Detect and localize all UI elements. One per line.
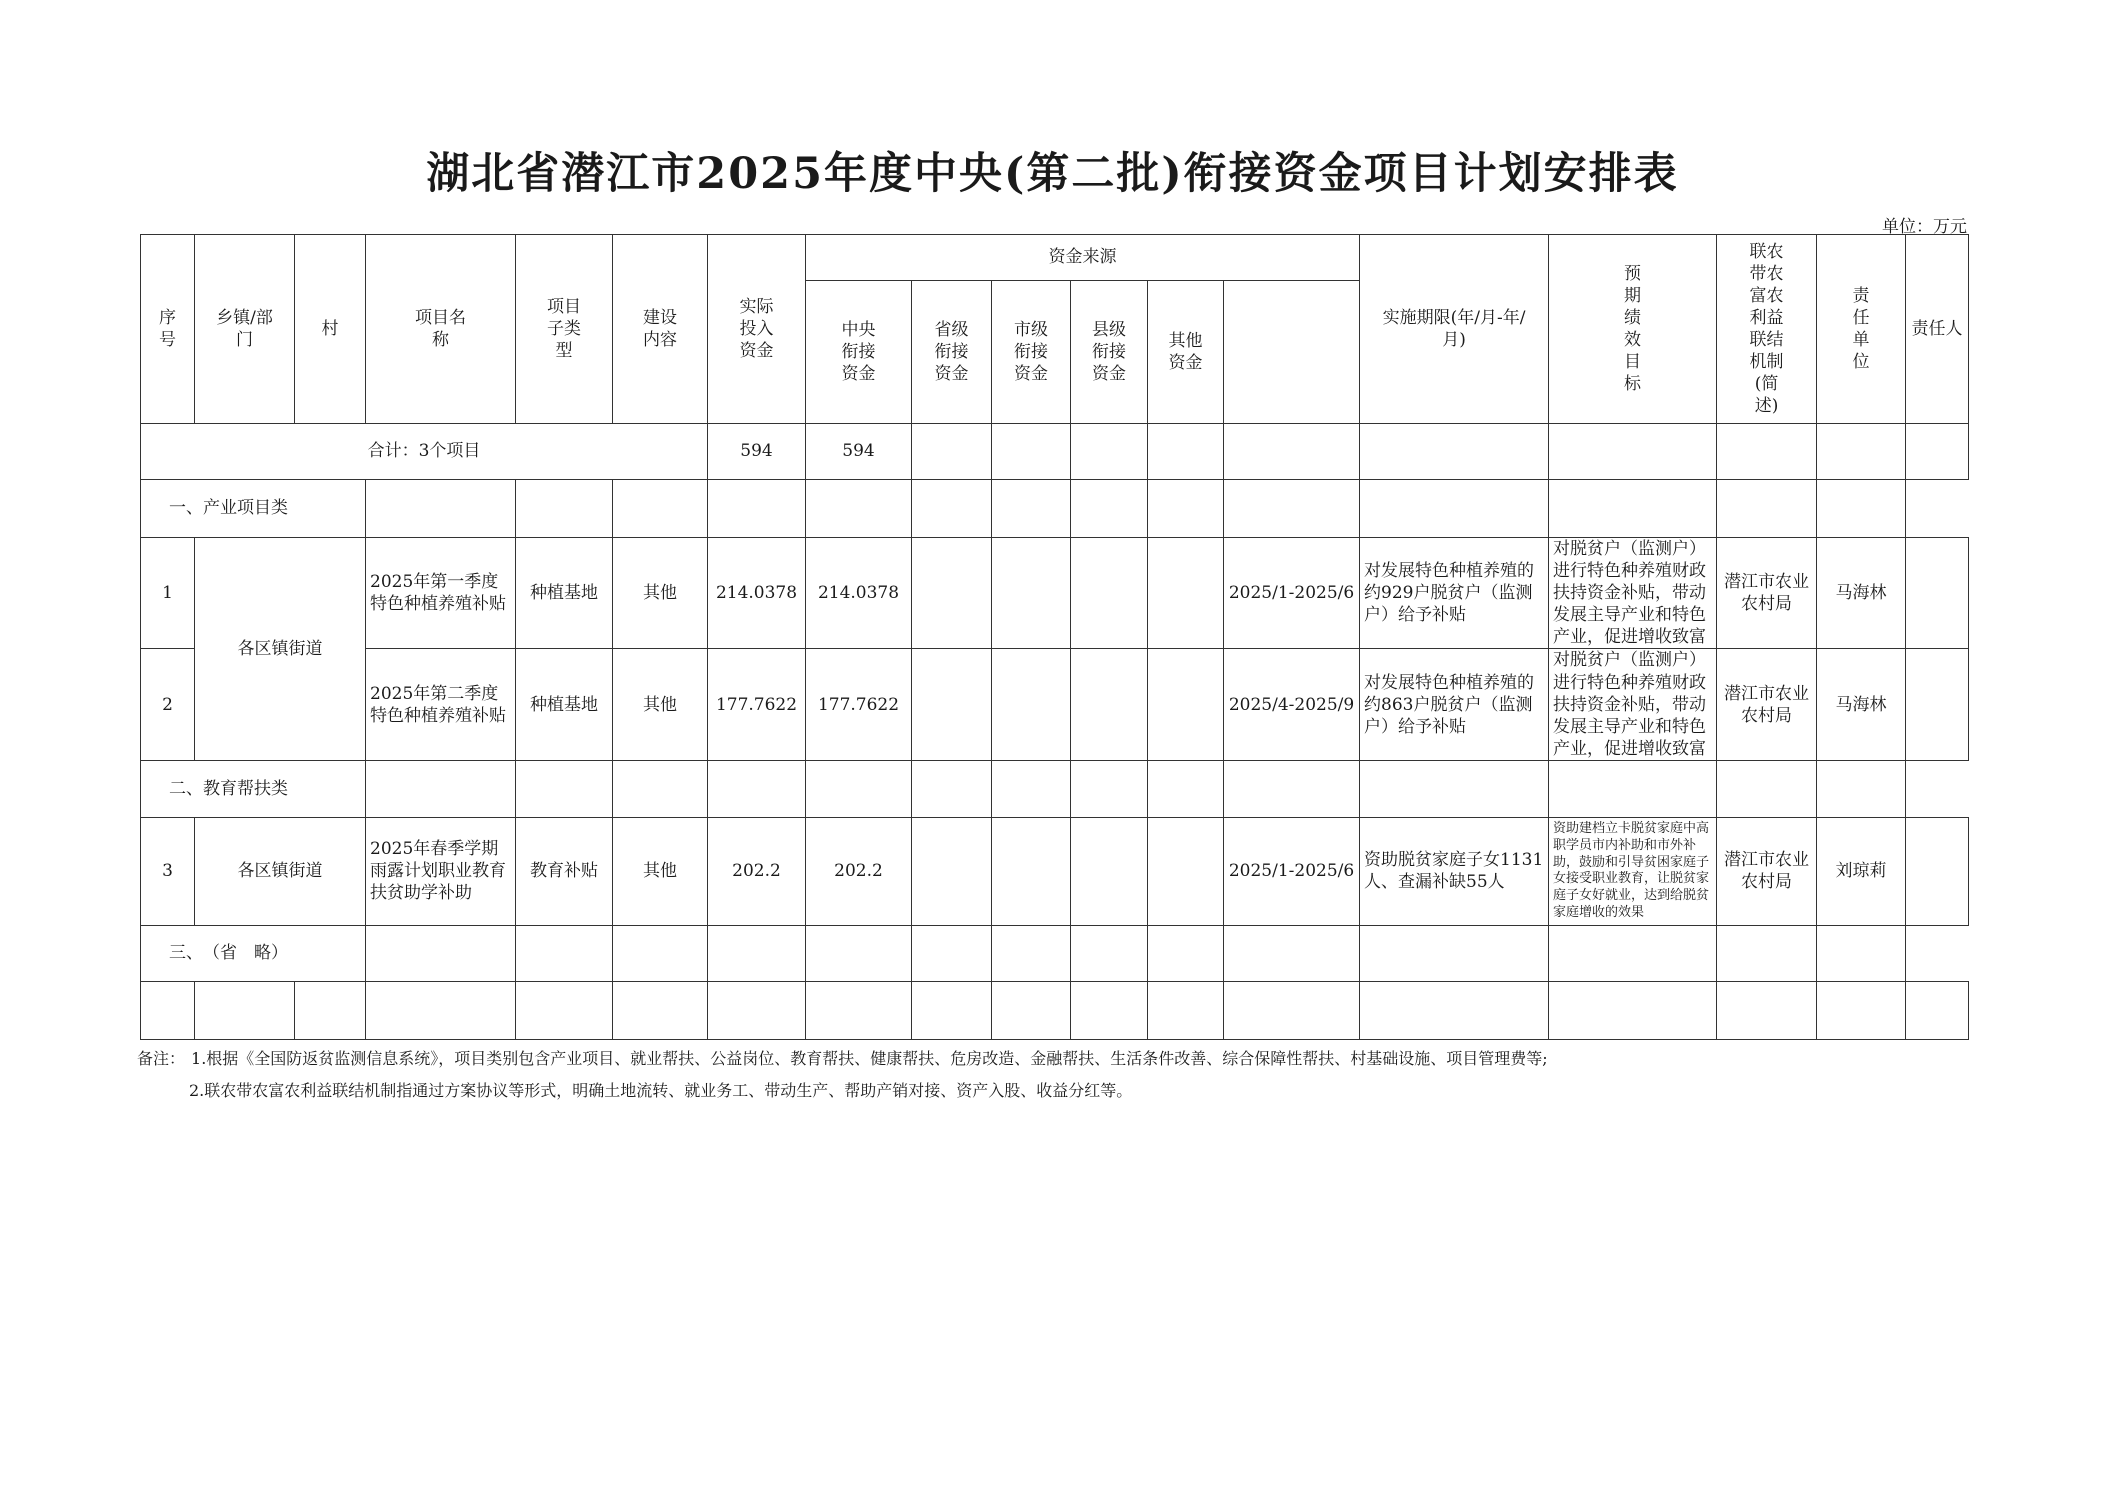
project-table	[140, 234, 1969, 1040]
header-period: 实施期限(年/月-年/月)	[1360, 235, 1549, 424]
header-project-name: 项目名称	[366, 235, 516, 424]
header-person: 责任人	[1906, 235, 1969, 424]
row-period: 2025/1-2025/6	[1224, 538, 1360, 649]
row-person: 刘琼莉	[1817, 817, 1906, 925]
row-content: 其他	[613, 649, 708, 760]
row-person: 马海林	[1817, 649, 1906, 760]
row-content: 其他	[613, 817, 708, 925]
row-person: 马海林	[1817, 538, 1906, 649]
total-central: 594	[806, 424, 912, 480]
row-target: 对发展特色种植养殖的约863户脱贫户（监测户）给予补贴	[1360, 649, 1549, 760]
table-row	[141, 649, 1969, 760]
footnotes	[137, 1043, 1554, 1107]
row-actual: 202.2	[708, 817, 806, 925]
header-village: 村	[295, 235, 366, 424]
page-title: 湖北省潜江市2025年度中央(第二批)衔接资金项目计划安排表	[426, 149, 1679, 199]
row-central: 177.7622	[806, 649, 912, 760]
row-period: 2025/4-2025/9	[1224, 649, 1360, 760]
row-actual: 177.7622	[708, 649, 806, 760]
header-other: 其他资金	[1148, 281, 1224, 424]
row-subtype: 教育补贴	[516, 817, 613, 925]
row-subtype: 种植基地	[516, 538, 613, 649]
row-mechanism: 对脱贫户（监测户）进行特色种养殖财政扶持资金补贴，带动发展主导产业和特色产业，促进增收致富	[1549, 649, 1717, 760]
header-fund-source: 资金来源	[806, 235, 1360, 281]
row-project-name: 2025年春季学期雨露计划职业教育扶贫助学补助	[366, 817, 516, 925]
total-label: 合计：3个项目	[141, 424, 708, 480]
row-town: 各区镇街道	[195, 538, 366, 761]
row-central: 214.0378	[806, 538, 912, 649]
table-row	[141, 817, 1969, 925]
row-unit: 潜江市农业农村局	[1717, 817, 1817, 925]
row-subtype: 种植基地	[516, 649, 613, 760]
footnote-text-1: 1.根据《全国防返贫监测信息系统》，项目类别包含产业项目、就业帮扶、公益岗位、教育帮扶、健康帮扶、危房改造、金融帮扶、生活条件改善、综合保障性帮扶、村基础设施、项目管理费等;	[191, 1049, 1548, 1068]
total-row	[141, 424, 1969, 480]
table-row	[141, 538, 1969, 649]
row-mechanism: 资助建档立卡脱贫家庭中高职学员市内补助和市外补助，鼓励和引导贫困家庭子女接受职业教育，让脱贫家庭子女好就业，达到给脱贫家庭增收的效果	[1549, 817, 1717, 925]
row-content: 其他	[613, 538, 708, 649]
row-unit: 潜江市农业农村局	[1717, 649, 1817, 760]
row-project-name: 2025年第二季度特色种植养殖补贴	[366, 649, 516, 760]
category-education: 二、教育帮扶类	[141, 760, 366, 817]
header-central: 中央衔接资金	[806, 281, 912, 424]
footnote-1	[137, 1043, 1554, 1075]
row-target: 对发展特色种植养殖的约929户脱贫户（监测户）给予补贴	[1360, 538, 1549, 649]
header-seq: 序号	[141, 235, 195, 424]
category-industry: 一、产业项目类	[141, 480, 366, 538]
category-row-education	[141, 760, 1969, 817]
row-project-name: 2025年第一季度特色种植养殖补贴	[366, 538, 516, 649]
row-central: 202.2	[806, 817, 912, 925]
unit-label: 单位：万元	[1882, 217, 1967, 237]
footnote-label: 备注：	[137, 1049, 186, 1068]
header-target: 预期绩效目标	[1549, 235, 1717, 424]
header-unit: 责任单位	[1817, 235, 1906, 424]
header-mechanism: 联农带农富农利益联结机制(简述)	[1717, 235, 1817, 424]
category-row-omitted	[141, 925, 1969, 981]
row-seq: 2	[141, 649, 195, 760]
row-unit: 潜江市农业农村局	[1717, 538, 1817, 649]
header-subtype: 项目子类型	[516, 235, 613, 424]
header-provincial: 省级衔接资金	[912, 281, 992, 424]
category-omitted: 三、 （省 略）	[141, 925, 366, 981]
row-town: 各区镇街道	[195, 817, 366, 925]
row-seq: 3	[141, 817, 195, 925]
footnote-2: 2.联农带农富农利益联结机制指通过方案协议等形式，明确土地流转、就业务工、带动生产、帮助产销对接、资产入股、收益分红等。	[189, 1081, 1133, 1100]
header-content: 建设内容	[613, 235, 708, 424]
total-actual: 594	[708, 424, 806, 480]
empty-row	[141, 981, 1969, 1039]
category-row-industry	[141, 480, 1969, 538]
header-city: 市级衔接资金	[992, 281, 1071, 424]
row-mechanism: 对脱贫户（监测户）进行特色种养殖财政扶持资金补贴，带动发展主导产业和特色产业，促进增收致富	[1549, 538, 1717, 649]
header-actual-investment: 实际投入资金	[708, 235, 806, 424]
row-seq: 1	[141, 538, 195, 649]
header-row-1	[141, 235, 1969, 281]
row-actual: 214.0378	[708, 538, 806, 649]
header-town: 乡镇/部门	[195, 235, 295, 424]
header-county: 县级衔接资金	[1071, 281, 1148, 424]
row-target: 资助脱贫家庭子女1131人、查漏补缺55人	[1360, 817, 1549, 925]
row-period: 2025/1-2025/6	[1224, 817, 1360, 925]
